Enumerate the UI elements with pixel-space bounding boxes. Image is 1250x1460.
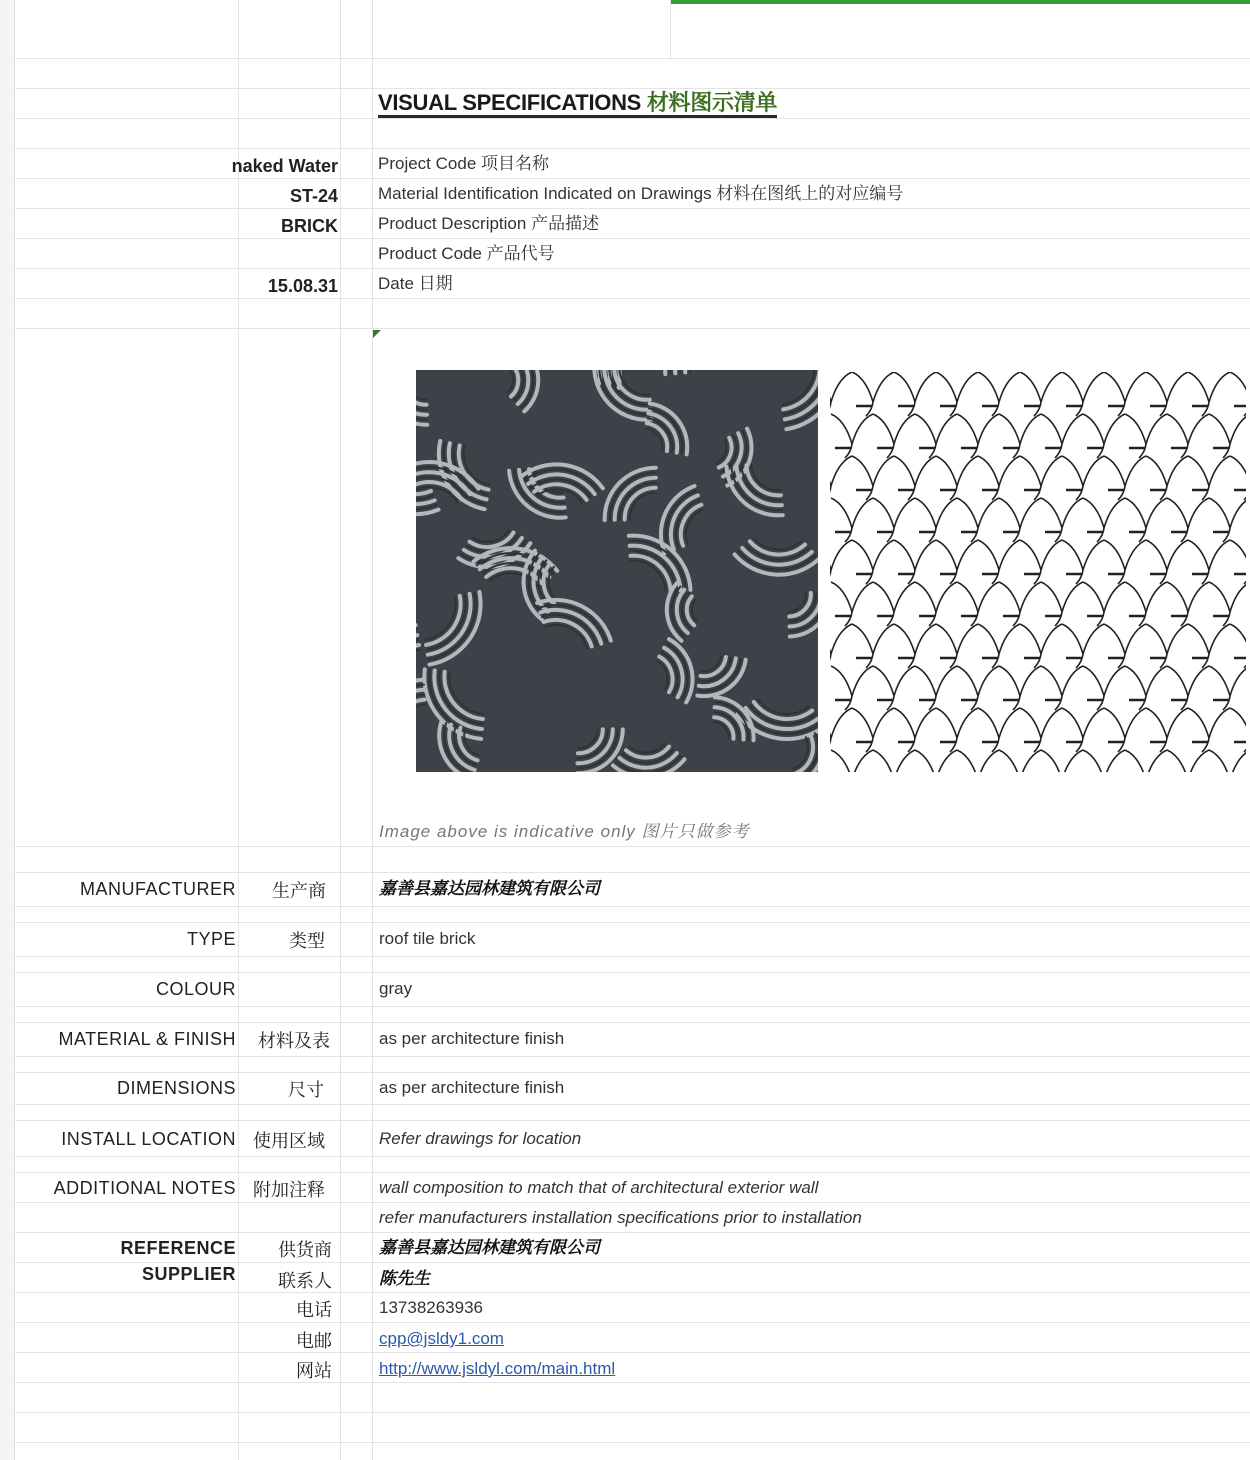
spec-value-6[interactable]: wall composition to match that of architectural exterior wall xyxy=(379,1178,819,1197)
spec-value-1[interactable]: roof tile brick xyxy=(379,929,476,948)
spec-label-cn-4: 尺寸 xyxy=(288,1080,324,1100)
row-gridline xyxy=(14,972,1250,973)
selection-indicator xyxy=(670,0,1250,4)
row-gridline xyxy=(14,1292,1250,1293)
row-gridline xyxy=(14,238,1250,239)
spec-label-cn-6: 附加注释 xyxy=(253,1180,325,1200)
date-label: Date 日期 xyxy=(378,274,453,293)
row-gridline xyxy=(14,1056,1250,1057)
spec-label-cn-5: 使用区域 xyxy=(253,1131,325,1151)
title-english: VISUAL SPECIFICATIONS xyxy=(378,90,642,115)
row-gridline xyxy=(14,58,1250,59)
spec-label-5: INSTALL LOCATION xyxy=(61,1129,236,1149)
reference-label-cn-2: 电话 xyxy=(296,1300,332,1320)
row-gridline xyxy=(14,1442,1250,1443)
row-gridline xyxy=(14,1382,1250,1383)
reference-value-2[interactable]: 13738263936 xyxy=(379,1298,484,1317)
reference-label-cn-0: 供货商 xyxy=(278,1240,332,1260)
caption-english: Image above is indicative only xyxy=(379,822,636,841)
spec-label-cn-0: 生产商 xyxy=(272,881,326,901)
row-gridline xyxy=(14,956,1250,957)
reference-label-cn-3: 电邮 xyxy=(296,1331,332,1351)
row-gridline xyxy=(14,1202,1250,1203)
reference-value-0[interactable]: 嘉善县嘉达园林建筑有限公司 xyxy=(379,1238,600,1257)
project-code-label: Project Code 项目名称 xyxy=(378,154,549,173)
additional-note-2[interactable]: refer manufacturers installation specifications prior to installation xyxy=(379,1208,862,1227)
row-gridline xyxy=(14,1322,1250,1323)
spec-label-cn-1: 类型 xyxy=(289,931,325,951)
product-code-label: Product Code 产品代号 xyxy=(378,244,555,263)
row-gridline xyxy=(14,88,1250,89)
project-code-value[interactable]: naked Water xyxy=(231,156,338,176)
spec-value-3[interactable]: as per architecture finish xyxy=(379,1029,565,1048)
material-id-label: Material Identification Indicated on Drawings 材料在图纸上的对应编号 xyxy=(378,184,904,203)
row-gridline xyxy=(14,1120,1250,1121)
woven-mesh-pattern xyxy=(830,372,1246,772)
spec-label-2: COLOUR xyxy=(155,979,236,999)
roof-tile-photo-icon xyxy=(416,370,818,772)
reference-label: REFERENCE xyxy=(120,1238,236,1258)
row-header-strip xyxy=(0,0,15,1460)
reference-label-cn-1: 联系人 xyxy=(278,1271,332,1291)
supplier-label: SUPPLIER xyxy=(141,1264,236,1284)
reference-value-1[interactable]: 陈先生 xyxy=(379,1269,430,1288)
product-description-value[interactable]: BRICK xyxy=(281,216,338,236)
row-gridline xyxy=(14,1104,1250,1105)
caption-chinese: 图片只做参考 xyxy=(641,822,750,841)
spec-label-6: ADDITIONAL NOTES xyxy=(53,1178,236,1198)
row-gridline xyxy=(14,906,1250,907)
row-gridline xyxy=(14,178,1250,179)
spec-value-4[interactable]: as per architecture finish xyxy=(379,1078,565,1097)
row-gridline xyxy=(14,268,1250,269)
title-chinese: 材料图示清单 xyxy=(646,90,778,115)
date-value[interactable]: 15.08.31 xyxy=(267,276,338,296)
spec-label-4: DIMENSIONS xyxy=(116,1078,236,1098)
reference-label-cn-4: 网站 xyxy=(296,1361,332,1381)
row-gridline xyxy=(14,148,1250,149)
roof-tile-photo xyxy=(416,370,818,772)
row-gridline xyxy=(14,328,1250,329)
column-gridline xyxy=(670,0,671,60)
image-caption xyxy=(379,821,750,843)
row-gridline xyxy=(14,118,1250,119)
row-gridline xyxy=(14,298,1250,299)
comment-marker xyxy=(373,330,381,338)
spec-label-cn-3: 材料及表 xyxy=(258,1031,330,1051)
row-gridline xyxy=(14,922,1250,923)
spec-label-3: MATERIAL & FINISH xyxy=(58,1029,236,1049)
spec-label-1: TYPE xyxy=(186,929,236,949)
spec-label-0: MANUFACTURER xyxy=(79,879,236,899)
column-gridline xyxy=(238,0,239,1460)
row-gridline xyxy=(14,1352,1250,1353)
spec-value-0[interactable]: 嘉善县嘉达园林建筑有限公司 xyxy=(379,879,600,898)
material-id-value[interactable]: ST-24 xyxy=(289,186,338,206)
row-gridline xyxy=(14,1232,1250,1233)
row-gridline xyxy=(14,1072,1250,1073)
column-gridline xyxy=(372,0,373,1460)
spec-value-2[interactable]: gray xyxy=(379,979,413,998)
row-gridline xyxy=(14,1006,1250,1007)
row-gridline xyxy=(14,872,1250,873)
row-gridline xyxy=(14,1156,1250,1157)
spec-value-5[interactable]: Refer drawings for location xyxy=(379,1129,582,1148)
row-gridline xyxy=(14,1172,1250,1173)
reference-value-3[interactable]: cpp@jsldy1.com xyxy=(379,1329,504,1348)
row-gridline xyxy=(14,1412,1250,1413)
woven-mesh-pattern-icon xyxy=(830,372,1246,772)
row-gridline xyxy=(14,846,1250,847)
column-gridline xyxy=(340,0,341,1460)
page-title xyxy=(378,92,777,118)
row-gridline xyxy=(14,208,1250,209)
product-description-label: Product Description 产品描述 xyxy=(378,214,600,233)
row-gridline xyxy=(14,1022,1250,1023)
reference-value-4[interactable]: http://www.jsldyl.com/main.html xyxy=(379,1359,616,1378)
